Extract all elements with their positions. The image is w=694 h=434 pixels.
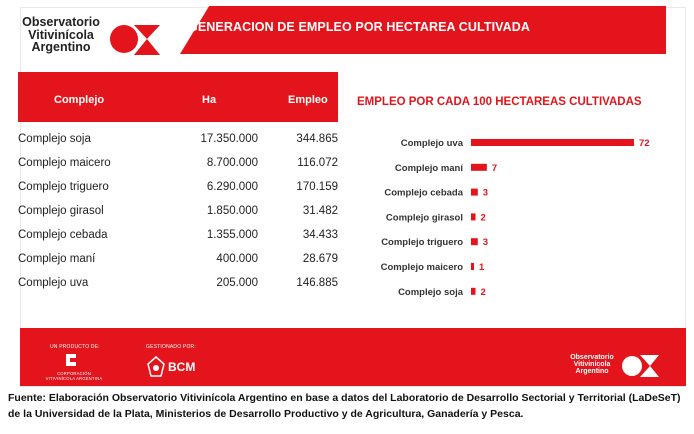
logo-bottom-line-1: Observatorio: [570, 354, 614, 361]
bar-category-label: Complejo maicero: [380, 262, 463, 273]
page-title: GENERACION DE EMPLEO POR HECTAREA CULTIVADA: [188, 20, 531, 34]
cell-complejo: Complejo maní: [18, 253, 96, 265]
bar-value-label: 3: [482, 237, 489, 249]
bar-category-label: Complejo uva: [400, 138, 463, 149]
table-row: [18, 176, 338, 200]
producto-org: CORPORACIÓN VITIVINÍCOLA ARGENTINA: [45, 371, 103, 381]
bar-value-label: 1: [479, 262, 485, 273]
cell-ha: 17.350.000: [200, 133, 258, 145]
bcm-emblem-icon: [146, 356, 166, 378]
bar: [471, 189, 478, 196]
cell-complejo: Complejo triguero: [18, 181, 109, 193]
bar-value-label: 72: [639, 138, 650, 149]
cell-ha: 6.290.000: [206, 181, 258, 193]
logo-line-3: Argentino: [31, 40, 91, 54]
cell-ha: 8.700.000: [206, 157, 258, 169]
table-row: [18, 128, 338, 152]
cell-complejo: Complejo uva: [18, 277, 89, 289]
cell-empleo: 170.159: [296, 181, 338, 193]
cell-ha: 205.000: [216, 277, 258, 289]
bar: [471, 139, 634, 146]
bar: [471, 213, 476, 220]
logo-bottom-line-3: Argentino: [575, 368, 609, 375]
table-header: [18, 72, 338, 122]
bar: [471, 164, 487, 171]
bar-category-label: Complejo triguero: [381, 237, 463, 249]
table-row: [18, 152, 338, 176]
bar-category-label: Complejo girasol: [385, 212, 463, 224]
cell-complejo: Complejo girasol: [18, 205, 104, 217]
cell-empleo: 28.679: [302, 253, 338, 265]
cell-ha: 1.850.000: [206, 205, 258, 217]
table-row: [18, 200, 338, 224]
table-row: [18, 248, 338, 272]
bar: [471, 238, 478, 245]
logo-bottom-line-2: Vitivinícola: [573, 361, 611, 368]
bar-category-label: Complejo soja: [398, 286, 463, 298]
cell-empleo: 34.433: [302, 229, 338, 241]
bar-value-label: 3: [482, 187, 489, 199]
bar-value-label: 7: [491, 162, 498, 174]
cell-ha: 400.000: [216, 253, 258, 265]
chart-title: EMPLEO POR CADA 100 HECTAREAS CULTIVADAS: [357, 96, 642, 108]
cell-complejo: Complejo maicero: [18, 157, 111, 169]
cova-logo-icon: [64, 352, 78, 368]
bar-category-label: Complejo cebada: [384, 187, 463, 199]
logo-observatorio-bottom: [562, 354, 622, 375]
cell-complejo: Complejo soja: [18, 133, 91, 145]
gestionado-label: GESTIONADO POR:: [146, 344, 196, 350]
logo-line-2: Vitivinícola: [28, 27, 94, 42]
column-header-complejo: Complejo: [54, 94, 105, 106]
logo-observatorio: [16, 16, 106, 54]
cell-ha: 1.355.000: [206, 229, 258, 241]
bar-chart: [340, 128, 670, 303]
cell-empleo: 116.072: [297, 157, 338, 169]
bar-category-label: Complejo maní: [394, 162, 463, 174]
source-note: Fuente: Elaboración Observatorio Vitivinícola Argentino en base a datos del Laboratorio de Desarrollo Sectorial y Territorial (LaDeSeT) de la Universidad de la Plata, Ministerios de Desarrollo Productivo y de Agricultura, Ganadería y Pesca.: [8, 392, 681, 420]
table-row: [18, 272, 338, 296]
table-row: [18, 224, 338, 248]
column-header-ha: Ha: [202, 94, 217, 106]
cell-complejo: Complejo cebada: [18, 229, 108, 241]
cell-empleo: 146.885: [296, 277, 338, 289]
bar: [471, 288, 476, 295]
column-header-empleo: Empleo: [288, 94, 328, 106]
bcm-label: BCM: [168, 360, 196, 374]
logo-mark-icon: [110, 22, 162, 58]
logo-mark-bottom-icon: [622, 352, 662, 380]
cell-empleo: 344.865: [296, 133, 338, 145]
bar-value-label: 2: [480, 212, 486, 224]
producto-label: UN PRODUCTO DE:: [50, 344, 100, 350]
logo-line-1: Observatorio: [22, 15, 100, 29]
bar-value-label: 2: [480, 286, 486, 298]
cell-empleo: 31.482: [302, 205, 338, 217]
bar: [471, 263, 474, 270]
